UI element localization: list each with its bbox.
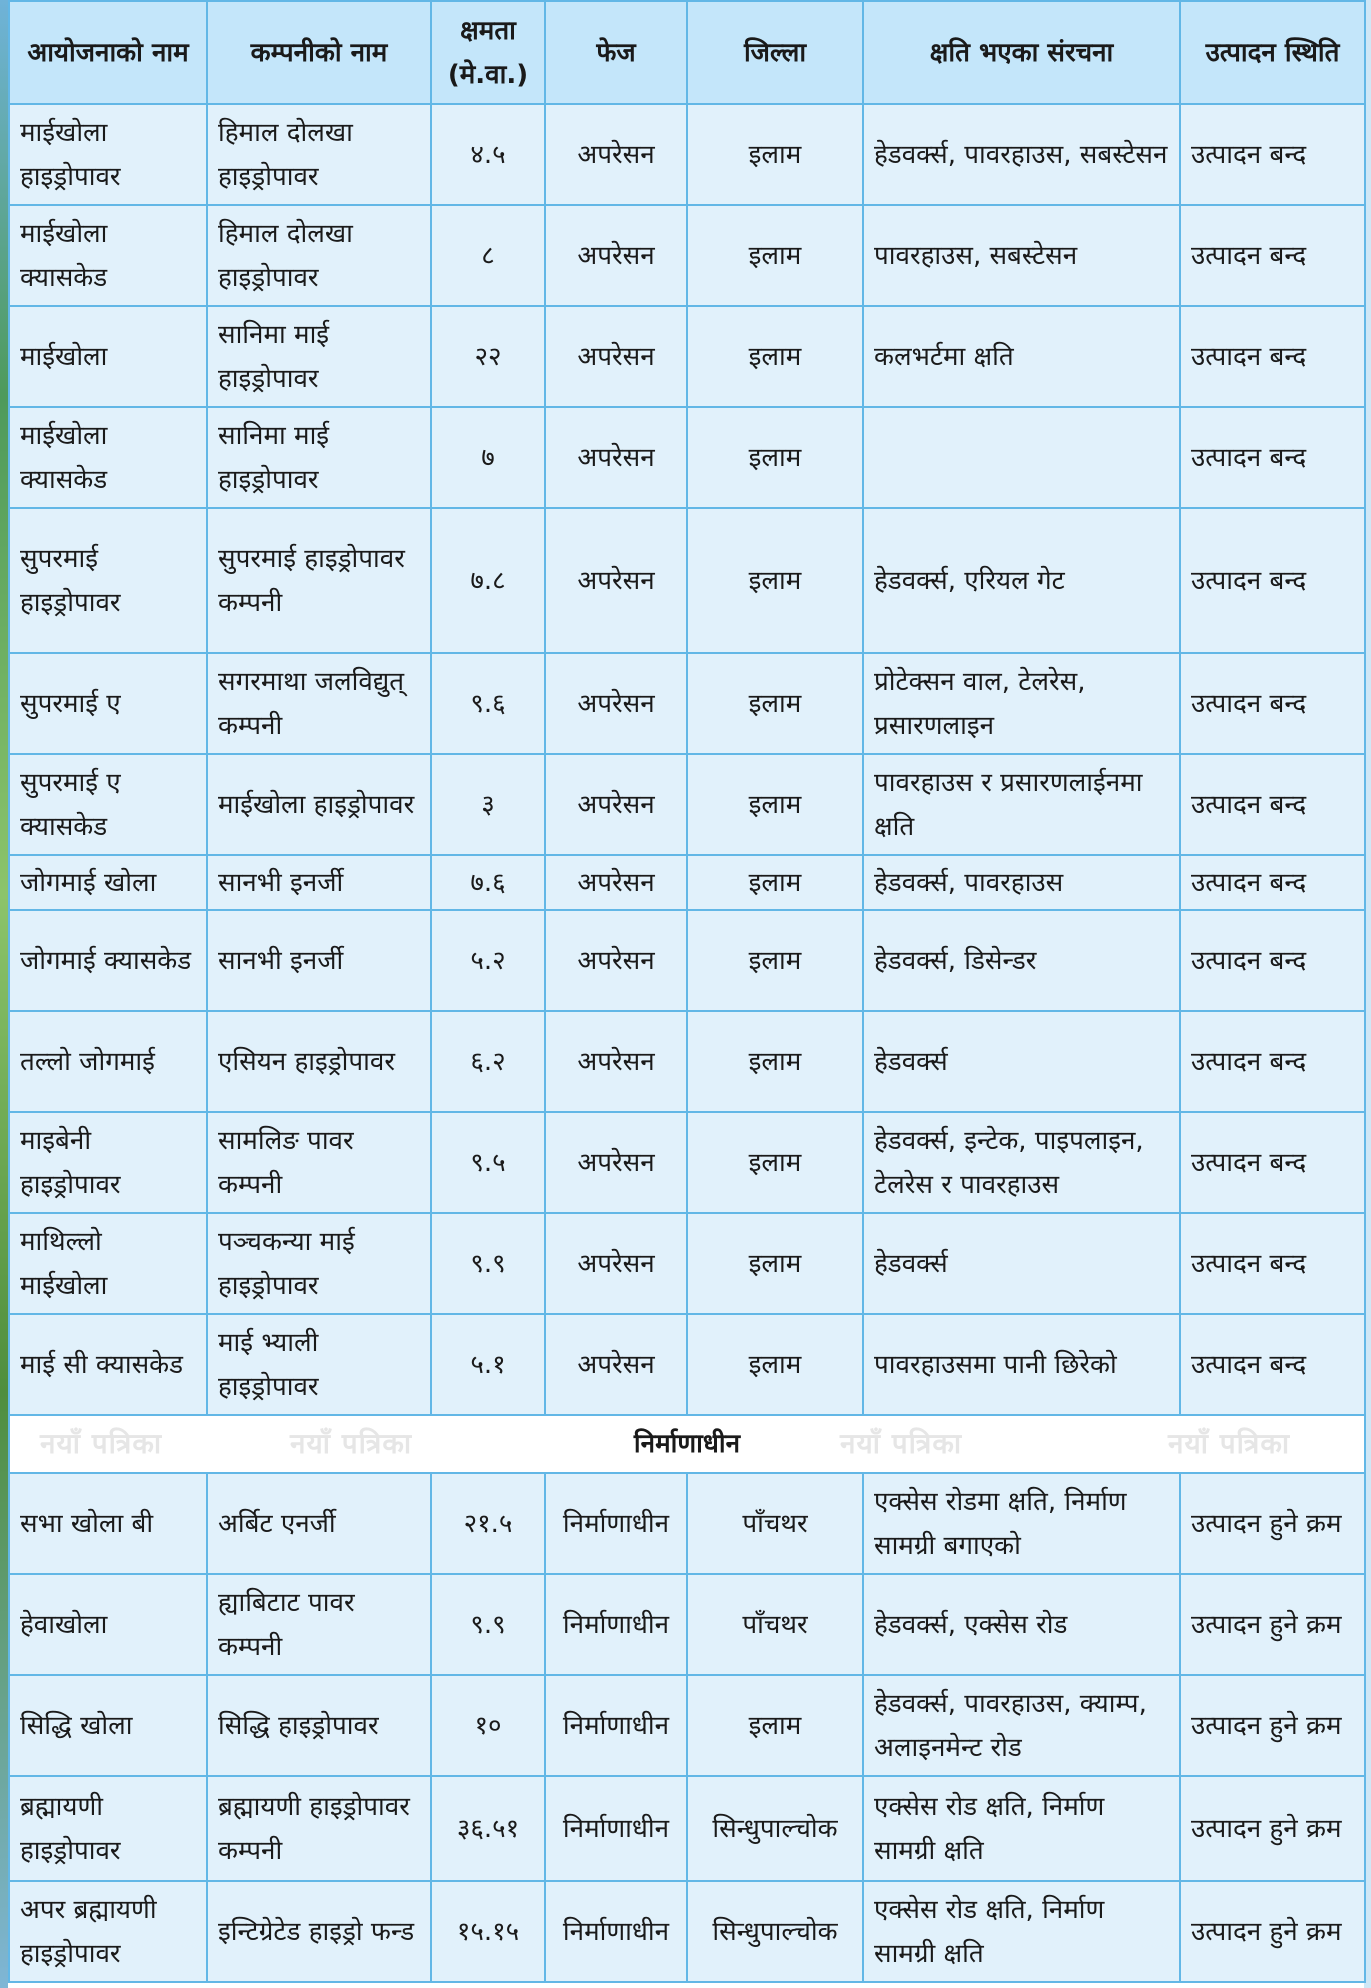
hydropower-damage-table — [8, 0, 1366, 1983]
phase: अपरेसन — [545, 1314, 687, 1415]
damaged-structure: पावरहाउस र प्रसारणलाईनमा क्षति — [863, 754, 1180, 855]
phase: निर्माणाधीन — [545, 1776, 687, 1881]
capacity: ९.९ — [431, 1213, 545, 1314]
phase: अपरेसन — [545, 910, 687, 1011]
company-name: सानभी इनर्जी — [207, 855, 431, 910]
district: इलाम — [687, 407, 863, 508]
capacity: ९.६ — [431, 653, 545, 754]
damaged-structure: हेडवर्क्स, पावरहाउस — [863, 855, 1180, 910]
header-district: जिल्ला — [687, 1, 863, 104]
section-cell — [9, 1415, 1365, 1473]
phase: अपरेसन — [545, 508, 687, 653]
table-row — [9, 407, 1365, 508]
table-row — [9, 910, 1365, 1011]
company-name: पञ्चकन्या माई हाइड्रोपावर — [207, 1213, 431, 1314]
company-name: माईखोला हाइड्रोपावर — [207, 754, 431, 855]
damaged-structure: एक्सेस रोडमा क्षति, निर्माण सामग्री बगाएको — [863, 1473, 1180, 1574]
phase: अपरेसन — [545, 306, 687, 407]
project-name: सुपरमाई हाइड्रोपावर — [9, 508, 207, 653]
district: इलाम — [687, 508, 863, 653]
capacity: १५.१५ — [431, 1881, 545, 1982]
company-name: अर्बिट एनर्जी — [207, 1473, 431, 1574]
table-row — [9, 1473, 1365, 1574]
table-row — [9, 1776, 1365, 1881]
project-name: सिद्धि खोला — [9, 1675, 207, 1776]
company-name: एसियन हाइड्रोपावर — [207, 1011, 431, 1112]
district: इलाम — [687, 205, 863, 306]
district: सिन्धुपाल्चोक — [687, 1776, 863, 1881]
damaged-structure: एक्सेस रोड क्षति, निर्माण सामग्री क्षति — [863, 1776, 1180, 1881]
production-status: उत्पादन बन्द — [1180, 104, 1365, 205]
project-name: माईखोला क्यासकेड — [9, 205, 207, 306]
company-name: इन्टिग्रेटेड हाइड्रो फन्ड — [207, 1881, 431, 1982]
district: इलाम — [687, 1675, 863, 1776]
damaged-structure: पावरहाउस, सबस्टेसन — [863, 205, 1180, 306]
table-row — [9, 1574, 1365, 1675]
table-row — [9, 1112, 1365, 1213]
project-name: तल्लो जोगमाई — [9, 1011, 207, 1112]
table-row — [9, 104, 1365, 205]
section-label: निर्माणाधीन — [633, 1429, 741, 1459]
capacity: ३६.५१ — [431, 1776, 545, 1881]
company-name: सुपरमाई हाइड्रोपावर कम्पनी — [207, 508, 431, 653]
header-capacity: क्षमता (मे.वा.) — [431, 1, 545, 104]
district: इलाम — [687, 910, 863, 1011]
project-name: सुपरमाई ए — [9, 653, 207, 754]
company-name: ह्याबिटाट पावर कम्पनी — [207, 1574, 431, 1675]
capacity: ९.५ — [431, 1112, 545, 1213]
project-name: सुपरमाई ए क्यासकेड — [9, 754, 207, 855]
production-status: उत्पादन बन्द — [1180, 910, 1365, 1011]
project-name: माइबेनी हाइड्रोपावर — [9, 1112, 207, 1213]
production-status: उत्पादन बन्द — [1180, 1314, 1365, 1415]
damaged-structure: हेडवर्क्स — [863, 1213, 1180, 1314]
district: इलाम — [687, 855, 863, 910]
production-status: उत्पादन हुने क्रम — [1180, 1675, 1365, 1776]
company-name: माई भ्याली हाइड्रोपावर — [207, 1314, 431, 1415]
damaged-structure: हेडवर्क्स, एक्सेस रोड — [863, 1574, 1180, 1675]
production-status: उत्पादन बन्द — [1180, 754, 1365, 855]
district: इलाम — [687, 1011, 863, 1112]
table-row — [9, 653, 1365, 754]
project-name: जोगमाई खोला — [9, 855, 207, 910]
district: इलाम — [687, 104, 863, 205]
production-status: उत्पादन हुने क्रम — [1180, 1473, 1365, 1574]
phase: निर्माणाधीन — [545, 1574, 687, 1675]
district: इलाम — [687, 1213, 863, 1314]
project-name: माई सी क्यासकेड — [9, 1314, 207, 1415]
damaged-structure: हेडवर्क्स — [863, 1011, 1180, 1112]
phase: अपरेसन — [545, 407, 687, 508]
project-name: अपर ब्रह्मायणी हाइड्रोपावर — [9, 1881, 207, 1982]
damaged-structure: एक्सेस रोड क्षति, निर्माण सामग्री क्षति — [863, 1881, 1180, 1982]
header-company: कम्पनीको नाम — [207, 1, 431, 104]
header-status: उत्पादन स्थिति — [1180, 1, 1365, 104]
production-status: उत्पादन हुने क्रम — [1180, 1881, 1365, 1982]
header-project: आयोजनाको नाम — [9, 1, 207, 104]
damaged-structure: कलभर्टमा क्षति — [863, 306, 1180, 407]
production-status: उत्पादन हुने क्रम — [1180, 1574, 1365, 1675]
phase: अपरेसन — [545, 855, 687, 910]
capacity: ६.२ — [431, 1011, 545, 1112]
production-status: उत्पादन बन्द — [1180, 1112, 1365, 1213]
phase: निर्माणाधीन — [545, 1881, 687, 1982]
table-row — [9, 855, 1365, 910]
company-name: सामलिङ पावर कम्पनी — [207, 1112, 431, 1213]
project-name: सभा खोला बी — [9, 1473, 207, 1574]
production-status: उत्पादन बन्द — [1180, 653, 1365, 754]
phase: अपरेसन — [545, 1213, 687, 1314]
phase: अपरेसन — [545, 104, 687, 205]
project-name: माथिल्लो माईखोला — [9, 1213, 207, 1314]
company-name: हिमाल दोलखा हाइड्रोपावर — [207, 104, 431, 205]
capacity: २२ — [431, 306, 545, 407]
capacity: ७.६ — [431, 855, 545, 910]
header-row — [9, 1, 1365, 104]
watermark: नयाँ पत्रिका — [40, 1427, 163, 1460]
table-row — [9, 754, 1365, 855]
capacity: १० — [431, 1675, 545, 1776]
production-status: उत्पादन हुने क्रम — [1180, 1776, 1365, 1881]
table-row — [9, 1314, 1365, 1415]
table-row — [9, 1011, 1365, 1112]
phase: अपरेसन — [545, 1011, 687, 1112]
watermark: नयाँ पत्रिका — [1168, 1427, 1291, 1460]
production-status: उत्पादन बन्द — [1180, 1011, 1365, 1112]
header-damage: क्षति भएका संरचना — [863, 1, 1180, 104]
company-name: ब्रह्मायणी हाइड्रोपावर कम्पनी — [207, 1776, 431, 1881]
production-status: उत्पादन बन्द — [1180, 306, 1365, 407]
capacity: ४.५ — [431, 104, 545, 205]
production-status: उत्पादन बन्द — [1180, 407, 1365, 508]
district: इलाम — [687, 653, 863, 754]
district: पाँचथर — [687, 1574, 863, 1675]
damaged-structure: प्रोटेक्सन वाल, टेलरेस, प्रसारणलाइन — [863, 653, 1180, 754]
company-name: हिमाल दोलखा हाइड्रोपावर — [207, 205, 431, 306]
company-name: सानभी इनर्जी — [207, 910, 431, 1011]
district: पाँचथर — [687, 1473, 863, 1574]
phase: अपरेसन — [545, 754, 687, 855]
district: सिन्धुपाल्चोक — [687, 1881, 863, 1982]
capacity: ८ — [431, 205, 545, 306]
section-row — [9, 1415, 1365, 1473]
production-status: उत्पादन बन्द — [1180, 1213, 1365, 1314]
project-name: माईखोला — [9, 306, 207, 407]
damaged-structure: हेडवर्क्स, डिसेन्डर — [863, 910, 1180, 1011]
watermark: नयाँ पत्रिका — [840, 1427, 963, 1460]
phase: अपरेसन — [545, 653, 687, 754]
capacity: ७ — [431, 407, 545, 508]
capacity: २१.५ — [431, 1473, 545, 1574]
district: इलाम — [687, 1112, 863, 1213]
production-status: उत्पादन बन्द — [1180, 205, 1365, 306]
capacity: ९.९ — [431, 1574, 545, 1675]
table-body — [9, 104, 1365, 1982]
damaged-structure: हेडवर्क्स, एरियल गेट — [863, 508, 1180, 653]
table-row — [9, 508, 1365, 653]
capacity: ५.२ — [431, 910, 545, 1011]
company-name: सानिमा माई हाइड्रोपावर — [207, 407, 431, 508]
company-name: सगरमाथा जलविद्युत् कम्पनी — [207, 653, 431, 754]
district: इलाम — [687, 1314, 863, 1415]
capacity: ३ — [431, 754, 545, 855]
company-name: सिद्धि हाइड्रोपावर — [207, 1675, 431, 1776]
watermark: नयाँ पत्रिका — [290, 1427, 413, 1460]
production-status: उत्पादन बन्द — [1180, 508, 1365, 653]
project-name: ब्रह्मायणी हाइड्रोपावर — [9, 1776, 207, 1881]
header-phase: फेज — [545, 1, 687, 104]
company-name: सानिमा माई हाइड्रोपावर — [207, 306, 431, 407]
damaged-structure: पावरहाउसमा पानी छिरेको — [863, 1314, 1180, 1415]
table-row — [9, 1213, 1365, 1314]
left-decorative-strip — [0, 0, 8, 1988]
phase: अपरेसन — [545, 205, 687, 306]
phase: निर्माणाधीन — [545, 1473, 687, 1574]
table-row — [9, 1675, 1365, 1776]
table-row — [9, 205, 1365, 306]
district: इलाम — [687, 754, 863, 855]
project-name: माईखोला क्यासकेड — [9, 407, 207, 508]
table-row — [9, 306, 1365, 407]
project-name: माईखोला हाइड्रोपावर — [9, 104, 207, 205]
damaged-structure — [863, 407, 1180, 508]
damaged-structure: हेडवर्क्स, पावरहाउस, क्याम्प, अलाइनमेन्ट रोड — [863, 1675, 1180, 1776]
project-name: जोगमाई क्यासकेड — [9, 910, 207, 1011]
capacity: ७.८ — [431, 508, 545, 653]
production-status: उत्पादन बन्द — [1180, 855, 1365, 910]
district: इलाम — [687, 306, 863, 407]
phase: अपरेसन — [545, 1112, 687, 1213]
table-row — [9, 1881, 1365, 1982]
damaged-structure: हेडवर्क्स, इन्टेक, पाइपलाइन, टेलरेस र पावरहाउस — [863, 1112, 1180, 1213]
capacity: ५.१ — [431, 1314, 545, 1415]
damaged-structure: हेडवर्क्स, पावरहाउस, सबस्टेसन — [863, 104, 1180, 205]
phase: निर्माणाधीन — [545, 1675, 687, 1776]
project-name: हेवाखोला — [9, 1574, 207, 1675]
